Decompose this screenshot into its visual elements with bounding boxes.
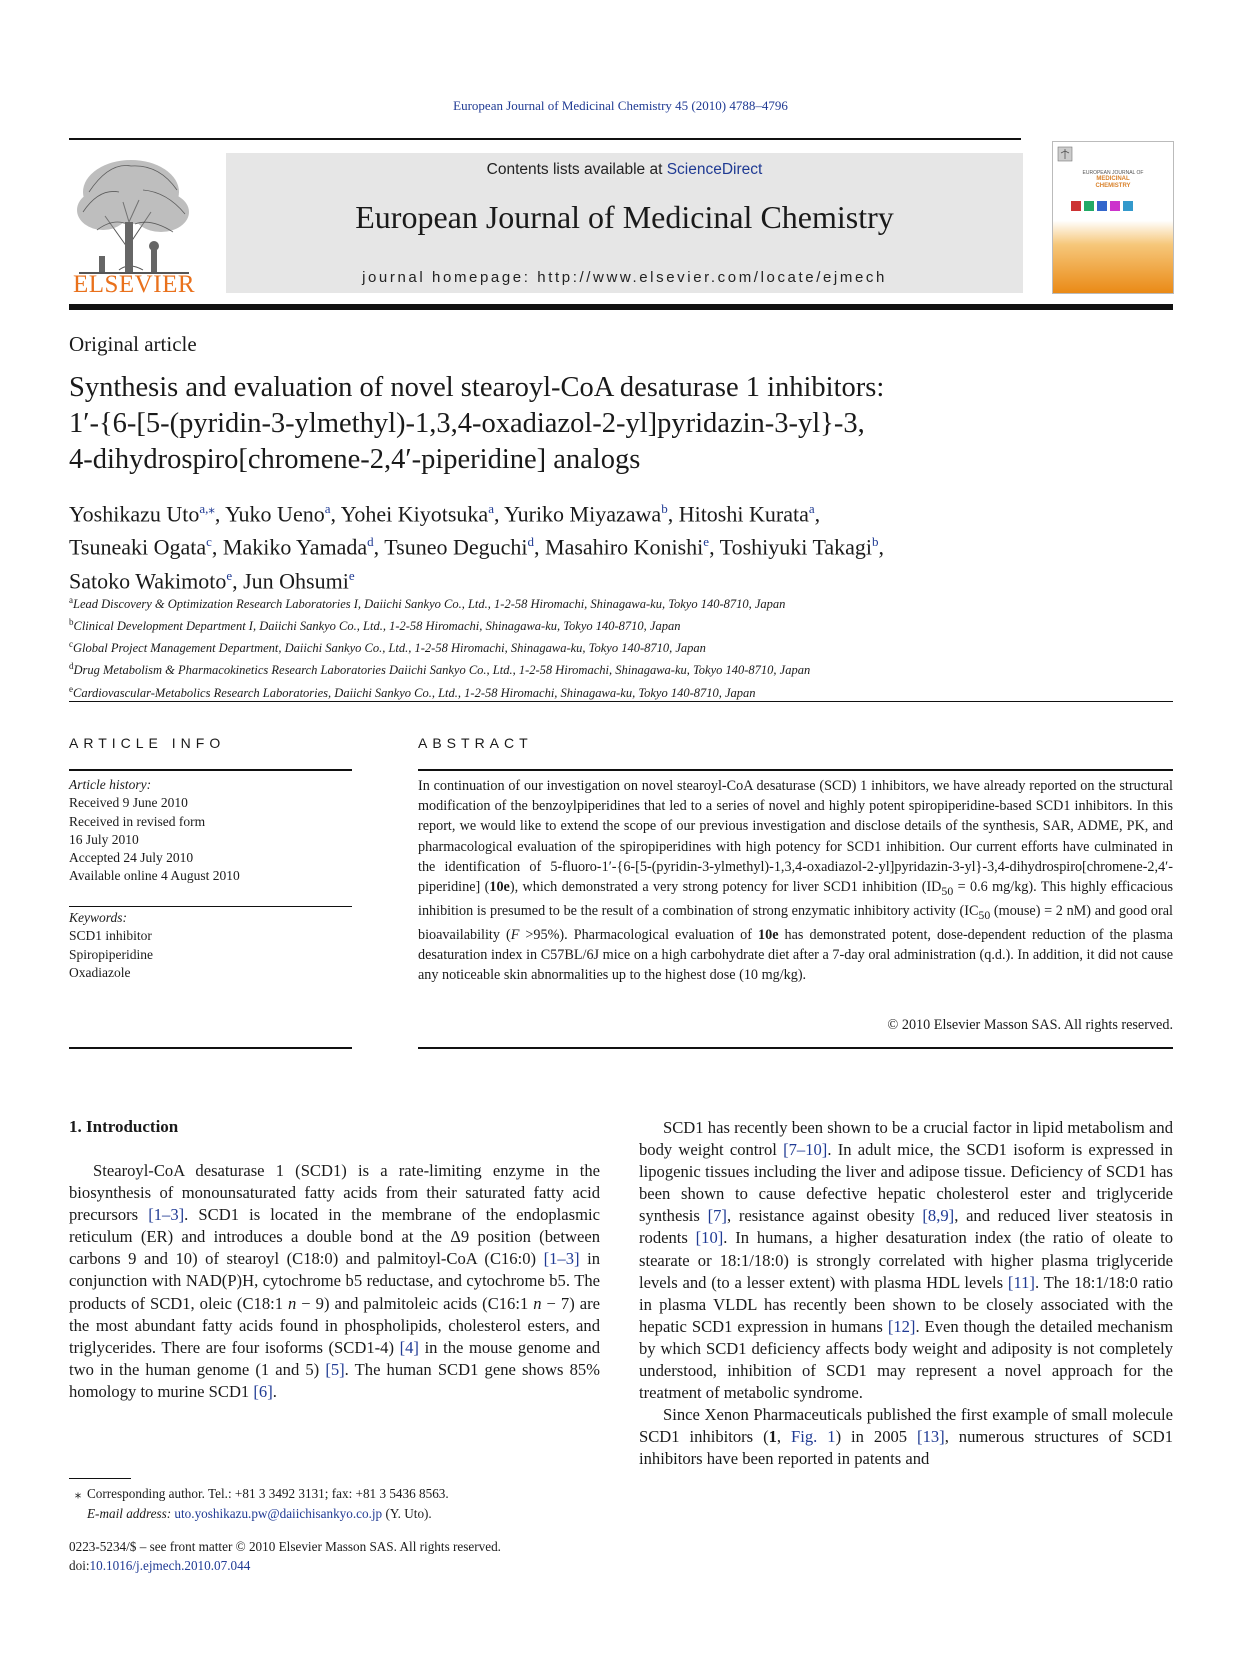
corresponding-author-text: Corresponding author. Tel.: +81 3 3492 3131; fax: +81 3 5436 8563. (87, 1486, 449, 1501)
text-run: . The 18:1/18:0 ratio in plasma VLDL has recently been shown to be closely associated with the hepatic SCD1 expression in humans (639, 1272, 1173, 1336)
abstract-part: has demonstrated potent, dose-dependent reduction of the plasma desaturation index in C57BL/6J mice on a high carbohydrate diet after a 7-day oral administration (q.d.). In addition, it did not cause any noticeable skin abnormalities up to the highest dose (10 mg/kg). (418, 927, 1173, 984)
affiliation-item (69, 613, 1173, 635)
affil-text: Drug Metabolism & Pharmacokinetics Research Laboratories Daiichi Sankyo Co., Ltd., 1-2-58 Hiromachi, Shinagawa-ku, Tokyo 140-8710, Japan (73, 663, 811, 678)
affil-key: a (69, 595, 73, 605)
author-affil-sup[interactable]: a,⁎ (199, 501, 215, 516)
reference-link[interactable]: [13] (917, 1427, 945, 1447)
reference-link[interactable]: [7] (707, 1206, 727, 1226)
text-run: Since Xenon Pharmaceuticals published the first example of small molecule SCD1 inhibitors ( (639, 1405, 1173, 1447)
author-sep: , (493, 501, 505, 527)
email-label: E-mail address: (87, 1506, 172, 1521)
keywords-block (69, 909, 352, 982)
keyword-item: Oxadiazole (69, 964, 131, 980)
author-name[interactable]: Masahiro Konishi (545, 534, 704, 560)
author-sep: , (878, 534, 885, 560)
header-top-rule (69, 138, 1021, 140)
text-run: . In humans, a higher desaturation index (the ratio of oleate to stearate or 18:1/18:0) is strongly correlated with higher plasma triglyceride levels and (to a lesser extent) with plasma HDL levels (639, 1228, 1173, 1292)
n-symbol: n (288, 1293, 297, 1313)
author-affil-sup[interactable]: e (226, 567, 233, 583)
sciencedirect-link[interactable]: ScienceDirect (666, 161, 763, 178)
abstract-bottom-rule (418, 1047, 1173, 1049)
reference-link[interactable]: [11] (1007, 1272, 1035, 1292)
contents-prefix: Contents lists available at (486, 161, 667, 178)
author-name[interactable]: Yohei Kiyotsuka (340, 501, 489, 527)
text-run: in conjunction with NAD(P)H, cytochrome b5 reductase, and cytochrome b5. The products of SCD1, oleic (C18:1 (69, 1249, 601, 1313)
author-affil-sup[interactable]: a (808, 501, 815, 516)
keyword-item: Spiropiperidine (69, 946, 153, 962)
article-info-heading: ARTICLE INFO (69, 735, 226, 751)
title-line: 4-dihydrospiro[chromene-2,4′-piperidine] analogs (69, 444, 641, 475)
compound-number: 1 (768, 1427, 777, 1447)
journal-cover-thumbnail (1052, 141, 1174, 294)
history-item: Available online 4 August 2010 (69, 868, 240, 884)
footnote-rule (69, 1478, 131, 1479)
cover-title-3: CHEMISTRY (1095, 183, 1131, 189)
author-affil-sup[interactable]: a (324, 501, 331, 516)
affil-text: Lead Discovery & Optimization Research Laboratories I, Daiichi Sankyo Co., Ltd., 1-2-58 Hiromachi, Shinagawa-ku, Tokyo 140-8710, Japan (73, 597, 786, 612)
affiliation-divider (69, 701, 1173, 702)
abstract-part: = 0.6 mg/kg). This highly efficacious inhibition is presumed to be the result of a combination of strong enzymatic inhibitory activity (IC (418, 879, 1174, 920)
abstract-part: ), which demonstrated a very strong potency for liver SCD1 inhibition (ID (509, 879, 942, 896)
affiliation-item (69, 591, 1173, 613)
author-affil-sup[interactable]: a (488, 501, 494, 516)
front-matter-info (69, 1538, 609, 1575)
abstract-part: >95%). Pharmacological evaluation of (519, 927, 759, 944)
author-sep: , (211, 534, 223, 560)
cover-title-1: EUROPEAN JOURNAL OF (1082, 170, 1144, 176)
affil-text: Cardiovascular-Metabolics Research Laboratories, Daiichi Sankyo Co., Ltd., 1-2-58 Hiromachi, Shinagawa-ku, Tokyo 140-8710, Japan (73, 685, 756, 700)
cover-graphic-strip (1071, 198, 1155, 212)
text-run: . SCD1 is located in the membrane of the endoplasmic reticulum (ER) and introduces a double bond at the Δ9 position (between carbons 9 and 10) of stearoyl (C18:0) and palmitoyl-CoA (C16:0) (69, 1205, 600, 1269)
article-info-rule (69, 769, 352, 771)
affil-key: b (69, 617, 74, 628)
abstract-part: In continuation of our investigation on novel stearoyl-CoA desaturase (SCD) 1 inhibitors, we have already reported on the structural modification of the benzoylpiperidines that led to a series of novel and highly potent spiropiperidine-based SCD1 inhibitors. In this report, we would like to extend the scope of our previous investigation and disclose details of the synthesis, SAR, ADME, PK, and pharmacological evaluation of the spiropiperidines with high potency for SCD1 inhibition. Our current efforts have culminated in the identification of 5-fluoro-1′-{6-[5-(pyridin-3-ylmethyl)-1,3,4-oxadiazol-2-yl]pyridazin-3-yl}-3,4-dihydrospiro[chromene-2,4′-piperidine] ( (418, 778, 1173, 896)
author-name[interactable]: Jun Ohsumi (243, 567, 349, 593)
issn-line: 0223-5234/$ – see front matter © 2010 Elsevier Masson SAS. All rights reserved. (69, 1539, 501, 1554)
title-line: Synthesis and evaluation of novel stearoyl-CoA desaturase 1 inhibitors: (69, 372, 885, 403)
affiliation-item (69, 657, 1173, 679)
reference-link[interactable]: [12] (887, 1316, 916, 1336)
text-run: , numerous structures of SCD1 inhibitors have been reported in patents and (639, 1427, 1174, 1469)
affiliation-item (69, 635, 1173, 657)
intro-paragraph (639, 1117, 1173, 1404)
keyword-item: SCD1 inhibitor (69, 928, 152, 944)
footnote-line (69, 1484, 609, 1504)
author-name[interactable]: Makiko Yamada (222, 534, 368, 560)
author-affil-sup[interactable]: d (527, 534, 535, 550)
journal-homepage[interactable]: journal homepage: http://www.elsevier.com/locate/ejmech (362, 269, 887, 286)
reference-link[interactable]: [6] (253, 1381, 273, 1401)
subscript: 50 (978, 907, 991, 922)
intro-column-right (639, 1117, 1173, 1471)
reference-link[interactable]: [4] (399, 1337, 419, 1357)
article-info-bottom-rule (69, 1047, 352, 1049)
cover-title-2: MEDICINAL (1096, 176, 1130, 182)
author-name[interactable]: Satoko Wakimoto (69, 567, 227, 593)
abstract-text (418, 776, 1173, 986)
reference-link[interactable]: [1–3] (543, 1249, 580, 1269)
history-item: Received in revised form (69, 813, 206, 829)
affil-text: Global Project Management Department, Daiichi Sankyo Co., Ltd., 1-2-58 Hiromachi, Shinagawa-ku, Tokyo 140-8710, Japan (73, 641, 706, 656)
journal-citation[interactable]: European Journal of Medicinal Chemistry 45 (2010) 4788–4796 (453, 98, 788, 113)
author-affil-sup[interactable]: d (367, 534, 374, 550)
author-sep: , (709, 534, 720, 560)
author-affil-sup[interactable]: b (872, 534, 879, 550)
text-run: . In adult mice, the SCD1 isoform is expressed in lipogenic tissues including the liver and adipose tissue. Deficiency of SCD1 has been shown to cause defective hepatic cholesterol ester and triglyceride synthesis (639, 1140, 1173, 1226)
contents-available-line (226, 161, 1023, 179)
author-name[interactable]: Yuriko Miyazawa (504, 501, 662, 527)
affiliation-item (69, 680, 1173, 702)
text-run: , resistance against obesity (726, 1206, 923, 1226)
reference-link[interactable]: [1–3] (148, 1205, 185, 1225)
text-run: . Even though the detailed mechanism by which SCD1 deficiency affects body weight and adiposity is not completely understood, inhibition of SCD1 may represent a novel approach for the treatment of metabolic syndrome. (639, 1316, 1173, 1403)
corresponding-footnote (69, 1484, 609, 1524)
author-sep: , (814, 501, 821, 527)
affil-key: e (69, 683, 73, 694)
abstract-part: (mouse) = 2 nM) and good oral bioavailability ( (418, 903, 1173, 944)
history-label: Article history: (69, 777, 152, 792)
reference-link[interactable]: [8,9] (922, 1206, 955, 1226)
header-thick-rule (69, 304, 1173, 310)
text-run: − 9) and palmitoleic acids (C16:1 (296, 1293, 534, 1313)
abstract-copyright: © 2010 Elsevier Masson SAS. All rights reserved. (887, 1017, 1173, 1033)
author-name[interactable]: Tsuneo Deguchi (384, 534, 528, 560)
history-item: 16 July 2010 (69, 831, 139, 847)
journal-name: European Journal of Medicinal Chemistry (355, 199, 894, 235)
history-item: Accepted 24 July 2010 (69, 850, 194, 866)
text-run: in the mouse genome and two in the human genome (1 and 5) (69, 1337, 601, 1379)
reference-link[interactable]: [10] (695, 1228, 724, 1248)
author-sep: , (214, 501, 226, 527)
text-run: , and reduced liver steatosis in rodents (639, 1206, 1174, 1248)
figure-link[interactable]: Fig. 1 (791, 1427, 836, 1447)
text-run: Stearoyl-CoA desaturase 1 (SCD1) is a rate-limiting enzyme in the biosynthesis of monounsaturated fatty acids from their saturated fatty acid precursors (69, 1161, 600, 1225)
n-symbol: n (533, 1293, 542, 1313)
title-line: 1′-{6-[5-(pyridin-3-ylmethyl)-1,3,4-oxadiazol-2-yl]pyridazin-3-yl}-3, (69, 408, 865, 439)
intro-paragraph (639, 1404, 1173, 1470)
author-name[interactable]: Toshiyuki Takagi (719, 534, 873, 560)
footnote-marker: ⁎ (74, 1486, 82, 1501)
text-run: . The human SCD1 gene shows 85% homology to murine SCD1 (69, 1359, 600, 1401)
doi-line (69, 1557, 609, 1576)
doi-label: doi: (69, 1557, 90, 1573)
subscript: 50 (941, 883, 954, 898)
author-affil-sup[interactable]: e (703, 534, 710, 550)
reference-link[interactable]: [5] (325, 1359, 345, 1379)
email-link[interactable]: uto.yoshikazu.pw@daiichisankyo.co.jp (174, 1506, 383, 1521)
author-name[interactable]: Tsuneaki Ogata (69, 534, 207, 560)
intro-column-left (69, 1160, 600, 1403)
mini-elsevier-icon (1057, 146, 1073, 162)
article-title (69, 370, 1169, 478)
text-run: − 7) are the most abundant fatty acids found in phospholipids, cholesterol esters, and triglycerides. There are four isoforms (SCD1-4) (69, 1293, 600, 1357)
author-sep: , (330, 501, 341, 527)
affil-key: d (69, 661, 74, 672)
affiliation-list (69, 591, 1173, 702)
elsevier-wordmark: ELSEVIER (72, 271, 196, 298)
intro-heading: 1. Introduction (69, 1117, 179, 1136)
text-run: . (272, 1381, 277, 1401)
abstract-rule (418, 769, 1173, 771)
doi-link[interactable]: 10.1016/j.ejmech.2010.07.044 (89, 1557, 251, 1573)
author-name[interactable]: Yoshikazu Uto (69, 501, 200, 527)
author-list (69, 495, 1173, 595)
article-section-type: Original article (69, 332, 197, 356)
reference-link[interactable]: [7–10] (783, 1140, 828, 1160)
intro-paragraph (69, 1160, 600, 1403)
journal-banner (226, 153, 1023, 293)
affil-text: Clinical Development Department I, Daiichi Sankyo Co., Ltd., 1-2-58 Hiromachi, Shinagawa-ku, Tokyo 140-8710, Japan (73, 619, 681, 634)
text-run: , (776, 1427, 792, 1447)
author-sep: , (667, 501, 679, 527)
email-line (69, 1504, 609, 1524)
text-run: ) in 2005 (835, 1427, 918, 1447)
author-affil-sup[interactable]: e (348, 567, 355, 583)
author-name[interactable]: Yuko Ueno (225, 501, 325, 527)
compound-number: 10e (758, 927, 779, 944)
author-name[interactable]: Hitoshi Kurata (678, 501, 809, 527)
author-affil-sup[interactable]: c (206, 534, 212, 550)
text-run: SCD1 has recently been shown to be a crucial factor in lipid metabolism and body weight control (639, 1118, 1173, 1160)
keywords-label: Keywords: (69, 910, 127, 925)
article-history (69, 776, 352, 886)
author-sep: , (232, 567, 244, 593)
compound-number: 10e (489, 879, 510, 896)
abstract-heading: ABSTRACT (418, 735, 533, 751)
f-symbol: F (510, 927, 520, 944)
author-sep: , (373, 534, 385, 560)
author-affil-sup[interactable]: b (661, 501, 668, 516)
email-suffix: (Y. Uto). (385, 1506, 432, 1521)
keywords-rule (69, 906, 352, 907)
history-item: Received 9 June 2010 (69, 795, 188, 811)
author-sep: , (534, 534, 546, 560)
affil-key: c (69, 639, 73, 650)
